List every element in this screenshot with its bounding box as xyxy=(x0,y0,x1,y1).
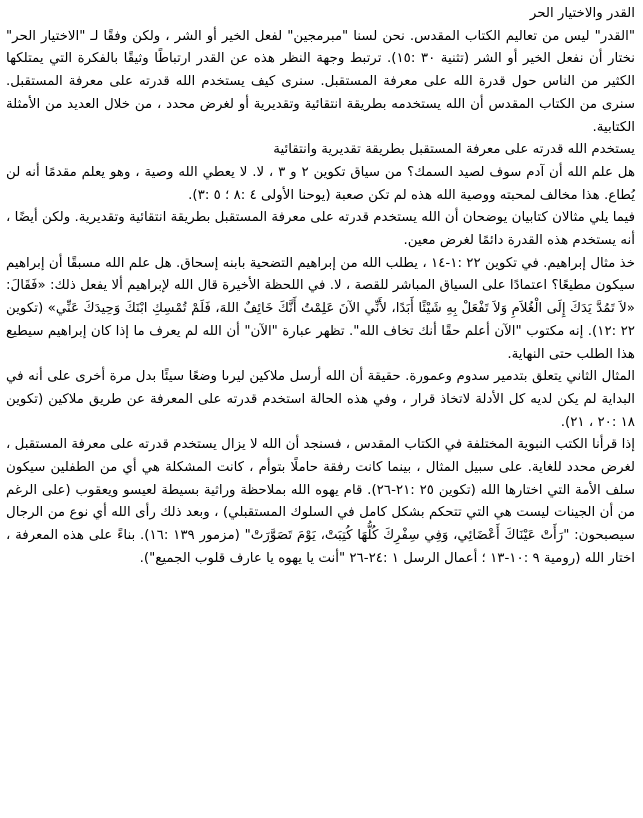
paragraph-adam-example: هل علم الله أن آدم سوف لصيد السمك؟ من سياق تكوين ٢ و ٣ ، لا. لا يعطي الله وصية ، وهو يعلم مقدمًا أنه لن يُطاع. هذا مخالف لمحبته ووصية الله هذه لم تكن صعبة (يوحنا الأولى ٤ :٨ ؛ ٥ :٣). xyxy=(6,164,636,203)
paragraph-predestination-intro: "القدر" ليس من تعاليم الكتاب المقدس. نحن لسنا "مبرمجين" لفعل الخير أو الشر ، ولكن وفقًا لـ "الاختيار الحر" نختار أن نفعل الخير أو الشر (تثنية ٣٠ :١٥). ترتبط وجهة النظر هذه عن القدر ارتباطًا وثيقًا بالفكرة التي يمتلكها الكثير من الناس حول قدرة الله على معرفة المستقبل. سنرى كيف يستخدم الله قدرته على معرفة المستقبل. سنرى من الكتاب المقدس أن الله يستخدمه بطريقة انتقائية وتقديرية أو لغرض محدد ، من خلال العديد من الأمثلة الكتابية. xyxy=(6,28,635,135)
paragraph-two-examples: فيما يلي مثالان كتابيان يوضحان أن الله يستخدم قدرته على معرفة المستقبل بطريقة انتقائية وتقديرية. ولكن أيضًا ، أنه يستخدم هذه القدرة دائمًا لغرض معين. xyxy=(6,210,635,249)
paragraph-sodom-example: المثال الثاني يتعلق بتدمير سدوم وعمورة. حقيقة أن الله أرسل ملاكين ليرىا وضعًا سيئًا بدل مرة أخرى على أنه في البداية لم يكن لديه كل الأدلة لاتخاذ قرار ، وفي هذه الحالة استخدم قدرته على المعرفة عن طريق ملاكين (تكوين ١٨ :٢٠ ، ٢١). xyxy=(6,369,635,430)
paragraph-section-heading: يستخدم الله قدرته على معرفة المستقبل بطريقة تقديرية وانتقائية xyxy=(273,142,635,158)
paragraph-prophetic-books: إذا قرأنا الكتب النبوية المختلفة في الكتاب المقدس ، فسنجد أن الله لا يزال يستخدم قدرته على معرفة المستقبل ، لغرض محدد للغاية. على سبيل المثال ، بينما كانت رفقة حاملًا بتوأم ، كانت المشكلة هي أي من الطفلين سيكون سلف الأمة التي اختارها الله (تكوين ٢٥ :٢١-٢٦). قام يهوه الله بملاحظة وراثية بسيطة لعيسو ويعقوب (على الرغم من أن الجينات ليست هي التي تتحكم بشكل كامل في السلوك المستقبلي) ، وبعد ذلك رأى الله أي نوع من الرجال سيصبحون: "رَأَتْ عَيْنَاكَ أَعْضَائِي، وَفِي سِفْرِكَ كُلُّهَا كُتِبَتْ، يَوْمَ تَصَوَّرَتْ" (مزمور ١٣٩ :١٦). بناءً على هذه المعرفة ، اختار الله (رومية ٩ :١٠-١٣ ؛ أعمال الرسل ١ :٢٤-٢٦ "أنت يا يهوه يا عارف قلوب الجميع"). xyxy=(6,437,635,566)
paragraph-abraham-example: خذ مثال إبراهيم. في تكوين ٢٢ :١-١٤ ، يطلب الله من إبراهيم التضحية بابنه إسحاق. هل علم الله مسبقًا أن إبراهيم سيكون مطيعًا؟ اعتمادًا على السياق المباشر للقصة ، لا. في اللحظة الأخيرة قال الله لإبراهيم ألا يفعل ذلك: «فَقَالَ: «لاَ تَمُدَّ يَدَكَ إِلَى الْغُلاَمِ وَلاَ تَفْعَلْ بِهِ شَيْئًا أَبَدًا، لأَنِّي الآنَ عَلِمْتُ أَنَّكَ خَائِفٌ اللهَ، فَلَمْ تُمْسِكِ ابْنَكَ وَحِيدَكَ عَنِّي» (تكوين ٢٢ :١٢). إنه مكتوب "الآن أعلم حقًا أنك تخاف الله". تظهر عبارة "الآن" أن الله لم يعرف ما إذا كان إبراهيم سيطيع هذا الطلب حتى النهاية. xyxy=(6,255,635,362)
document-title: القدر والاختيار الحر xyxy=(529,6,635,21)
